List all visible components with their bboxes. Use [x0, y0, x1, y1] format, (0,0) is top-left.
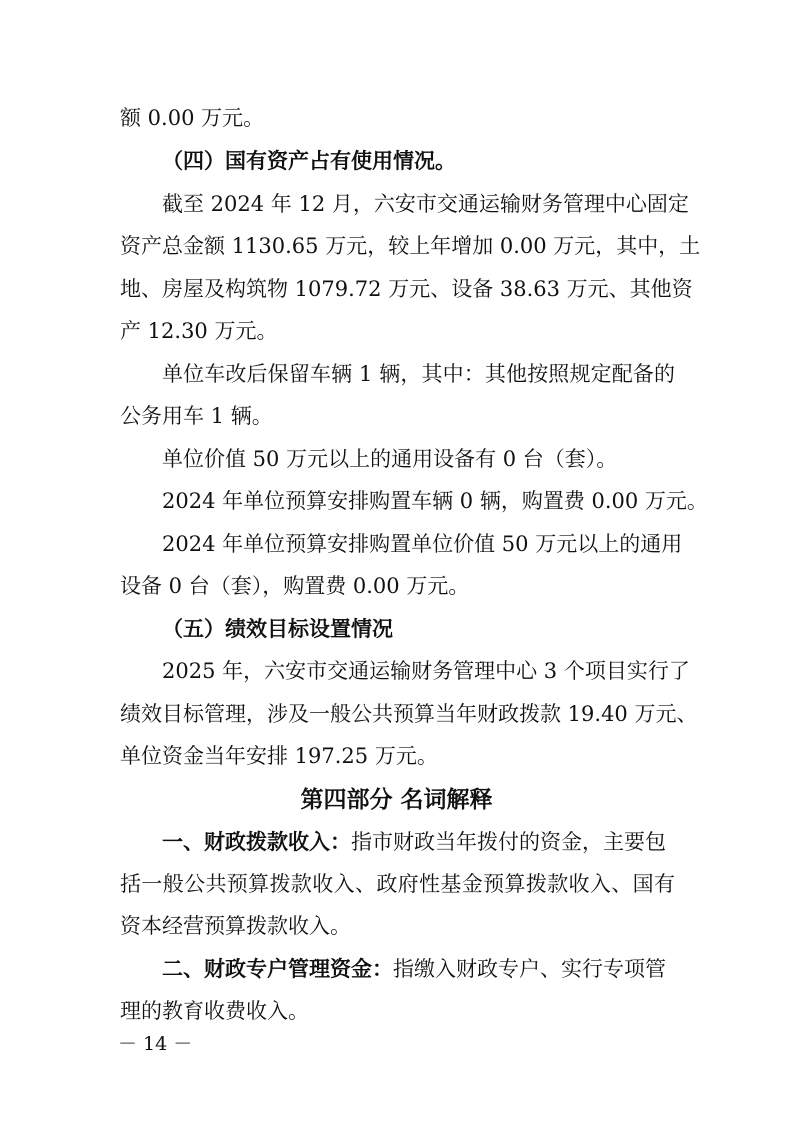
definition-text: 指缴入财政专户、实行专项管 [393, 957, 666, 981]
text-line: 公务用车 1 辆。 [120, 404, 273, 428]
text-line: 额 0.00 万元。 [120, 106, 265, 130]
text-line: 资产总金额 1130.65 万元，较上年增加 0.00 万元，其中，土 [120, 234, 701, 258]
text-line: 理的教育收费收入。 [120, 999, 309, 1023]
text-line: 2024 年单位预算安排购置单位价值 50 万元以上的通用 [162, 532, 683, 556]
text-line: 地、房屋及构筑物 1079.72 万元、设备 38.63 万元、其他资 [120, 277, 693, 301]
definition-line [162, 827, 675, 857]
section-heading: （五）绩效目标设置情况 [162, 616, 393, 641]
text-line: 单位车改后保留车辆 1 辆，其中：其他按照规定配备的 [162, 362, 675, 386]
text-line: 绩效目标管理，涉及一般公共预算当年财政拨款 19.40 万元、 [120, 702, 698, 726]
section-heading: （四）国有资产占有使用情况。 [162, 148, 456, 173]
text-line: 2025 年，六安市交通运输财务管理中心 3 个项目实行了 [162, 659, 690, 683]
text-line: 单位价值 50 万元以上的通用设备有 0 台（套）。 [162, 447, 618, 471]
text-line: 产 12.30 万元。 [120, 319, 278, 343]
part-heading: 第四部分 名词解释 [300, 787, 493, 813]
text-line: 单位资金当年安排 197.25 万元。 [120, 744, 438, 768]
text-line: 括一般公共预算拨款收入、政府性基金预算拨款收入、国有 [120, 872, 675, 896]
text-line: 设备 0 台（套），购置费 0.00 万元。 [120, 574, 470, 598]
page-number: － 14 － [118, 1033, 193, 1055]
definition-line [162, 954, 675, 984]
text-line: 截至 2024 年 12 月，六安市交通运输财务管理中心固定 [162, 192, 689, 216]
definition-term: 一、财政拨款收入： [162, 829, 351, 854]
text-line: 2024 年单位预算安排购置车辆 0 辆，购置费 0.00 万元。 [162, 489, 708, 513]
definition-term: 二、财政专户管理资金： [162, 956, 393, 981]
definition-text: 指市财政当年拨付的资金，主要包 [351, 830, 666, 854]
text-line: 资本经营预算拨款收入。 [120, 914, 351, 938]
